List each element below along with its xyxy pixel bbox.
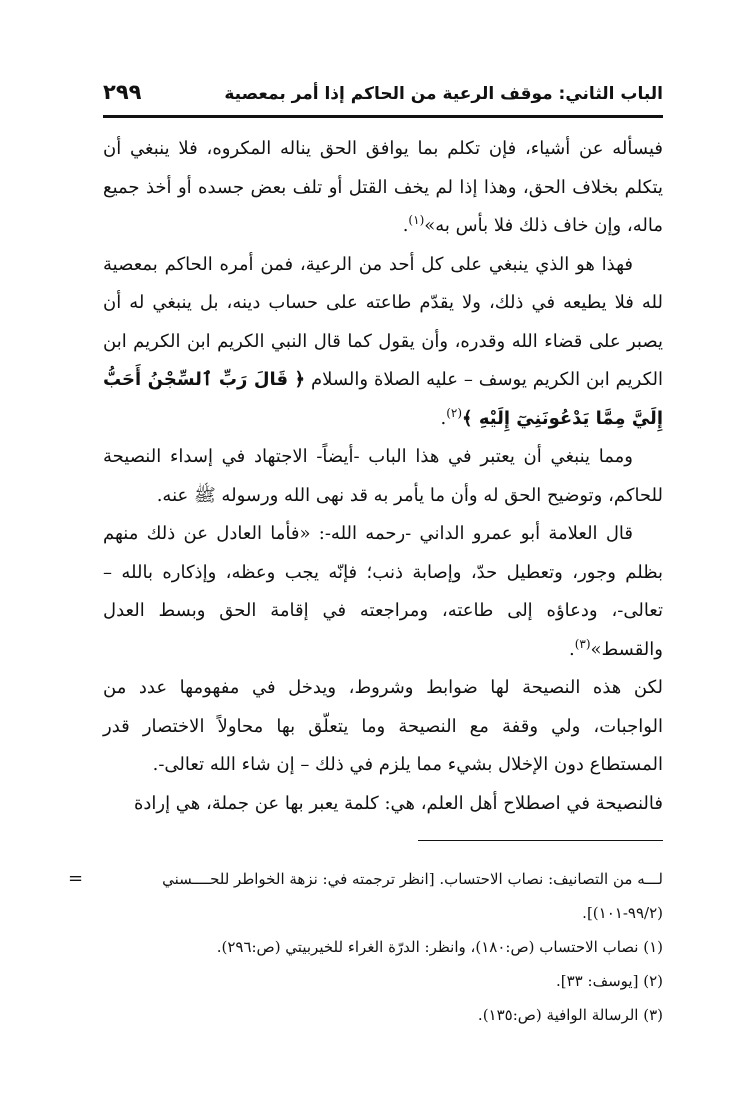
paragraph-2 xyxy=(103,246,663,439)
footnote-ref-3: (٣) xyxy=(574,636,591,651)
paragraph-1 xyxy=(103,130,663,246)
paragraph-1-text: فيسأله عن أشياء، فإن تكلم بما يوافق الحق يناله المكروه، فلا ينبغي أن يتكلم بخلاف الحق، وهذا إذا لم يخف القتل أو تلف بعض جسده أو أخذ جميع ماله، وإن خاف ذلك فلا بأس به» xyxy=(103,138,663,236)
paragraph-6-text: فالنصيحة في اصطلاح أهل العلم، هي: كلمة يعبر بها عن جملة، هي إرادة xyxy=(133,792,663,814)
paragraph-3-text: ومما ينبغي أن يعتبر في هذا الباب -أيضاً- الاجتهاد في إسداء النصيحة للحاكم، وتوضيح الحق له وأن ما يأمر به قد نهى الله ورسوله ﷺ عنه. xyxy=(103,446,663,506)
paragraph-5 xyxy=(103,669,663,785)
paragraph-3 xyxy=(103,438,663,515)
quran-verse: ﴿ قَالَ رَبِّ ٱلسِّجْنُ أَحَبُّ إِلَيَّ مِمَّا يَدْعُونَنِيٓ إِلَيْهِ ﴾ xyxy=(103,369,663,429)
footnote-2: (٢) [يوسف: ٣٣]. xyxy=(556,972,663,990)
footnote-continuation-text: لـــه من التصانيف: نصاب الاحتساب. [انظر ترجمته في: نزهة الخواطر للحــــسني (٩٩/٢-١٠١)]. xyxy=(162,870,663,922)
footnote-3: (٣) الرسالة الوافية (ص:١٣٥). xyxy=(477,1006,663,1024)
footnote-divider xyxy=(418,840,663,841)
header-divider xyxy=(103,115,663,118)
paragraph-4-end: . xyxy=(568,638,575,660)
footnote-ref-1: (١) xyxy=(408,213,425,227)
chapter-title: الباب الثاني: موقف الرعية من الحاكم إذا أمر بمعصية xyxy=(224,84,663,104)
paragraph-4-text: قال العلامة أبو عمرو الداني -رحمه الله-: «فأما العادل عن ذلك منهم بظلم وجور، وتعطيل حدّ، وإصابة ذنب؛ فإنّه يجب وعظه، وإذكاره بالله – تعالى-، ودعاؤه إلى طاعته، ومراجعته في إقامة الحق وبسط العدل والقسط» xyxy=(103,523,664,660)
footnote-continuation xyxy=(68,862,663,930)
paragraph-2-end: . xyxy=(440,407,447,429)
main-text xyxy=(103,130,663,823)
paragraph-2-text: فهذا هو الذي ينبغي على كل أحد من الرعية، فمن أمره الحاكم بمعصية لله فلا يطيعه في ذلك، ولا يقدّم طاعته على حساب دينه، بل ينبغي له أن يصبر على قضاء الله وقدره، وأن يقول كما قال النبي الكريم ابن الكريم ابن الكريم ابن الكريم يوسف – عليه الصلاة والسلام xyxy=(103,253,664,390)
footnote-1: (١) نصاب الاحتساب (ص:١٨٠)، وانظر: الدرّة الغراء للخيربيتي (ص:٢٩٦). xyxy=(216,938,663,956)
continuation-marker: = xyxy=(68,868,84,889)
footnote-ref-2: (٢) xyxy=(446,405,463,420)
page-number: ٢٩٩ xyxy=(103,80,142,104)
paragraph-4 xyxy=(103,515,663,669)
running-header xyxy=(103,78,663,112)
footnotes xyxy=(68,862,663,1032)
paragraph-6 xyxy=(103,785,663,824)
paragraph-5-text: لكن هذه النصيحة لها ضوابط وشروط، ويدخل في مفهومها عدد من الواجبات، ولي وقفة مع النصيحة وما يتعلّق بها محاولاً الاختصار قدر المستطاع دون الإخلال بشيء مما يلزم في ذلك – إن شاء الله تعالى-. xyxy=(103,677,663,775)
paragraph-1-end: . xyxy=(402,215,409,236)
